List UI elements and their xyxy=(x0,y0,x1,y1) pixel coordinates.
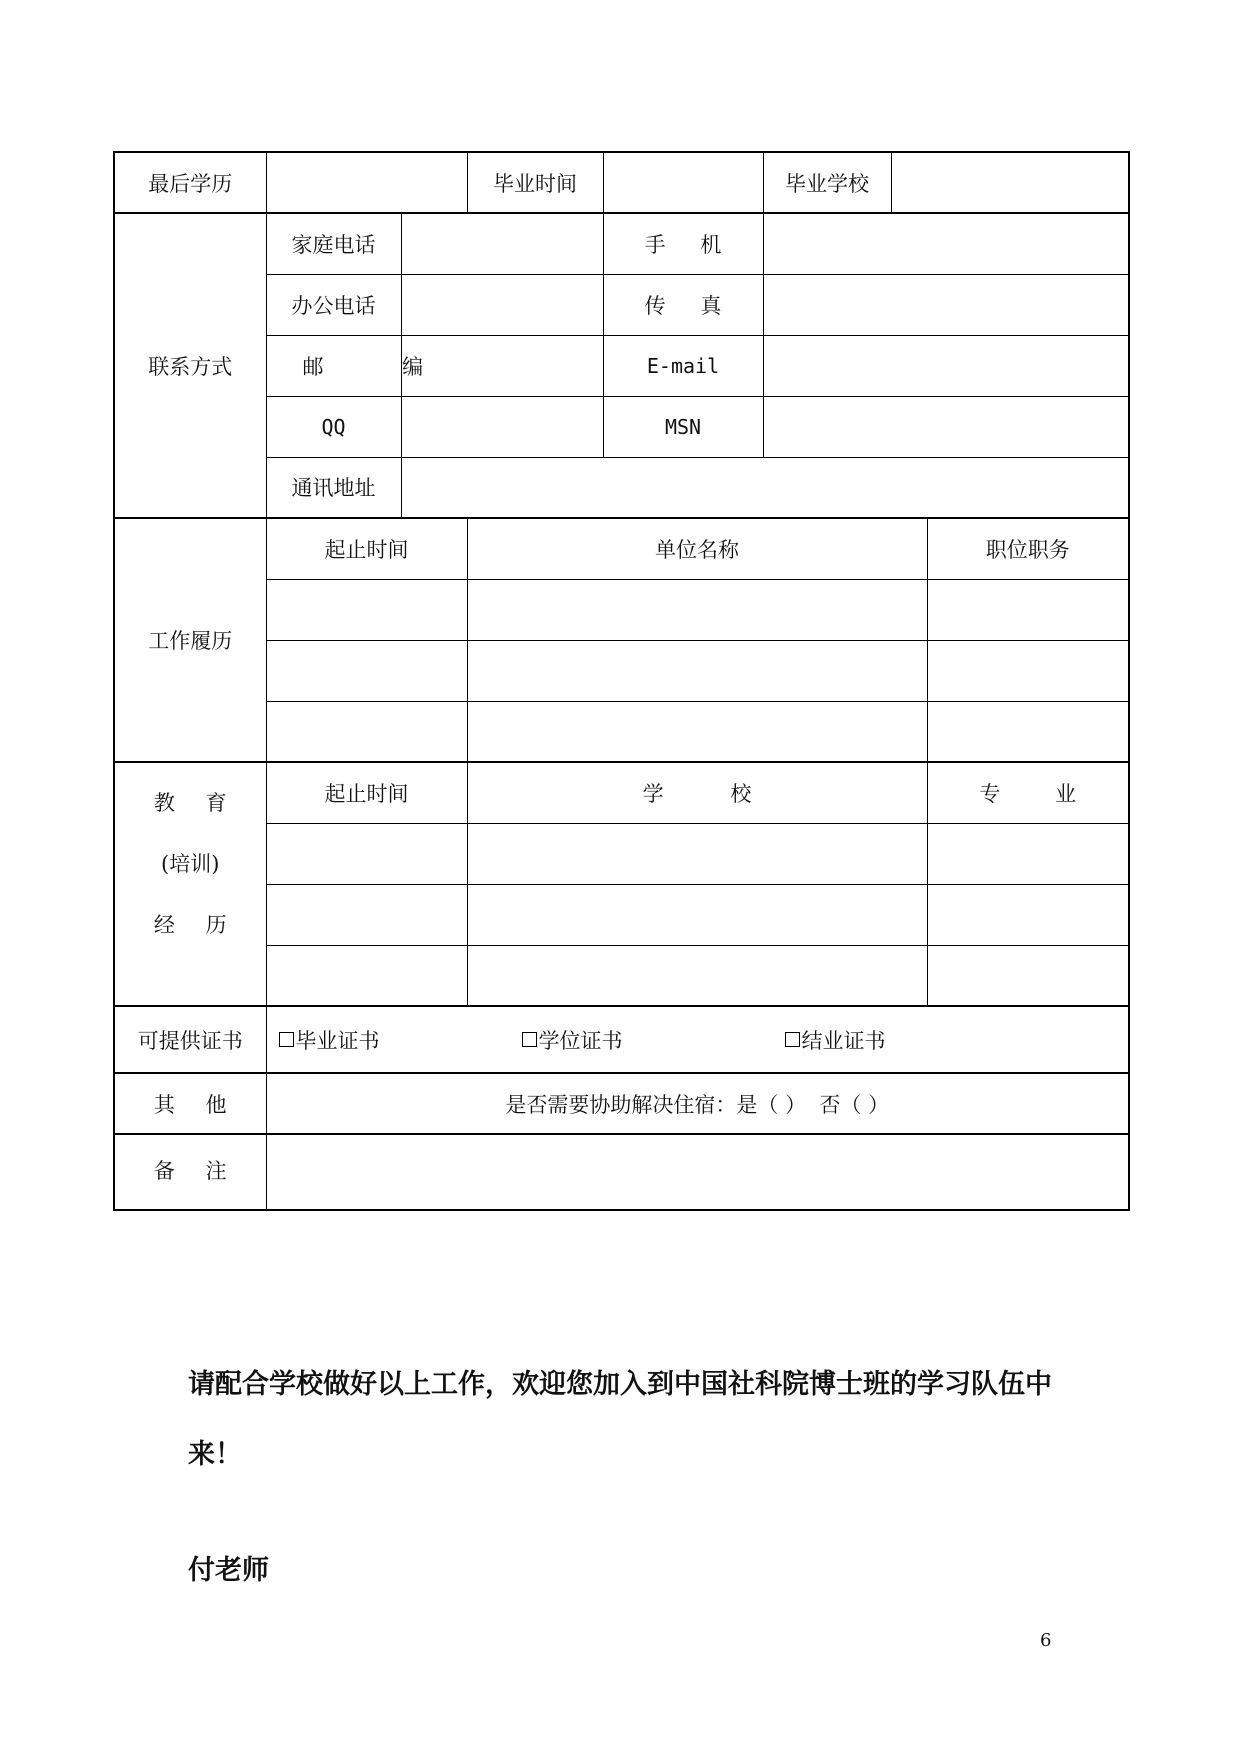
work-header-position: 职位职务 xyxy=(927,518,1129,579)
field-graduation-time[interactable] xyxy=(603,152,763,213)
cert-option-degree[interactable] xyxy=(522,1025,785,1055)
edu-school-cell[interactable] xyxy=(467,945,927,1006)
work-period-cell[interactable] xyxy=(266,640,467,701)
edu-entry-row xyxy=(114,884,1129,945)
remark-row xyxy=(114,1134,1129,1210)
work-position-cell[interactable] xyxy=(927,701,1129,762)
label-mobile: 手 机 xyxy=(603,213,763,274)
work-period-cell[interactable] xyxy=(266,579,467,640)
edu-header-school: 学 校 xyxy=(467,762,927,823)
checkbox-icon[interactable] xyxy=(279,1032,294,1047)
work-header-row xyxy=(114,518,1129,579)
contact-row-4 xyxy=(114,396,1129,457)
label-education-history xyxy=(114,762,266,1006)
label-graduation-school: 毕业学校 xyxy=(763,152,891,213)
registration-form-table xyxy=(113,151,1130,1211)
work-company-cell[interactable] xyxy=(467,701,927,762)
field-last-education[interactable] xyxy=(266,152,467,213)
field-office-phone[interactable] xyxy=(401,274,603,335)
work-entry-row xyxy=(114,579,1129,640)
work-entry-row xyxy=(114,640,1129,701)
label-graduation-time: 毕业时间 xyxy=(467,152,603,213)
contact-row-1 xyxy=(114,213,1129,274)
field-fax[interactable] xyxy=(763,274,1129,335)
field-home-phone[interactable] xyxy=(401,213,603,274)
label-contact: 联系方式 xyxy=(114,213,266,518)
label-address: 通讯地址 xyxy=(266,457,401,518)
edu-period-cell[interactable] xyxy=(266,823,467,884)
work-entry-row xyxy=(114,701,1129,762)
signature: 付老师 xyxy=(188,1555,269,1586)
contact-row-3 xyxy=(114,335,1129,396)
field-msn[interactable] xyxy=(763,396,1129,457)
field-graduation-school[interactable] xyxy=(891,152,1129,213)
edu-major-cell[interactable] xyxy=(927,884,1129,945)
edu-header-row xyxy=(114,762,1129,823)
field-email[interactable] xyxy=(763,335,1129,396)
edu-history-line-3: 经 历 xyxy=(153,912,239,937)
field-remark[interactable] xyxy=(266,1134,1129,1210)
cert-option-label: 学位证书 xyxy=(538,1028,623,1053)
label-qq: QQ xyxy=(266,396,401,457)
closing-message: 请配合学校做好以上工作，欢迎您加入到中国社科院博士班的学习队伍中来！ xyxy=(188,1369,1052,1470)
edu-entry-row xyxy=(114,945,1129,1006)
work-period-cell[interactable] xyxy=(266,701,467,762)
label-email: E-mail xyxy=(603,335,763,396)
edu-entry-row xyxy=(114,823,1129,884)
certificate-options xyxy=(266,1006,1129,1073)
label-work-history: 工作履历 xyxy=(114,518,266,762)
edu-header-period: 起止时间 xyxy=(266,762,467,823)
field-address[interactable] xyxy=(401,457,1129,518)
edu-school-cell[interactable] xyxy=(467,884,927,945)
label-certificates: 可提供证书 xyxy=(114,1006,266,1073)
edu-history-line-1: 教 育 xyxy=(153,790,239,815)
contact-row-5 xyxy=(114,457,1129,518)
page-number: 6 xyxy=(1040,1630,1052,1651)
edu-major-cell[interactable] xyxy=(927,823,1129,884)
label-postcode: 邮 编 xyxy=(266,335,401,396)
work-position-cell[interactable] xyxy=(927,640,1129,701)
label-other: 其 他 xyxy=(114,1073,266,1134)
cert-option-completion[interactable] xyxy=(785,1025,886,1055)
edu-history-line-2: (培训) xyxy=(161,851,220,876)
label-last-education: 最后学历 xyxy=(114,152,266,213)
work-header-period: 起止时间 xyxy=(266,518,467,579)
work-position-cell[interactable] xyxy=(927,579,1129,640)
label-home-phone: 家庭电话 xyxy=(266,213,401,274)
work-company-cell[interactable] xyxy=(467,579,927,640)
edu-major-cell[interactable] xyxy=(927,945,1129,1006)
field-qq[interactable] xyxy=(401,396,603,457)
education-row xyxy=(114,152,1129,213)
edu-school-cell[interactable] xyxy=(467,823,927,884)
edu-period-cell[interactable] xyxy=(266,884,467,945)
other-row xyxy=(114,1073,1129,1134)
cert-option-label: 结业证书 xyxy=(801,1028,886,1053)
checkbox-icon[interactable] xyxy=(785,1032,800,1047)
contact-row-2 xyxy=(114,274,1129,335)
checkbox-icon[interactable] xyxy=(522,1032,537,1047)
work-company-cell[interactable] xyxy=(467,640,927,701)
label-remark: 备 注 xyxy=(114,1134,266,1210)
label-fax: 传 真 xyxy=(603,274,763,335)
other-accommodation-text[interactable]: 是否需要协助解决住宿：是（ ） 否（ ） xyxy=(266,1073,1129,1134)
label-msn: MSN xyxy=(603,396,763,457)
certificate-row xyxy=(114,1006,1129,1073)
work-header-company: 单位名称 xyxy=(467,518,927,579)
cert-option-label: 毕业证书 xyxy=(295,1028,380,1053)
field-mobile[interactable] xyxy=(763,213,1129,274)
edu-header-major: 专 业 xyxy=(927,762,1129,823)
cert-option-graduation[interactable] xyxy=(279,1025,522,1055)
edu-period-cell[interactable] xyxy=(266,945,467,1006)
label-office-phone: 办公电话 xyxy=(266,274,401,335)
